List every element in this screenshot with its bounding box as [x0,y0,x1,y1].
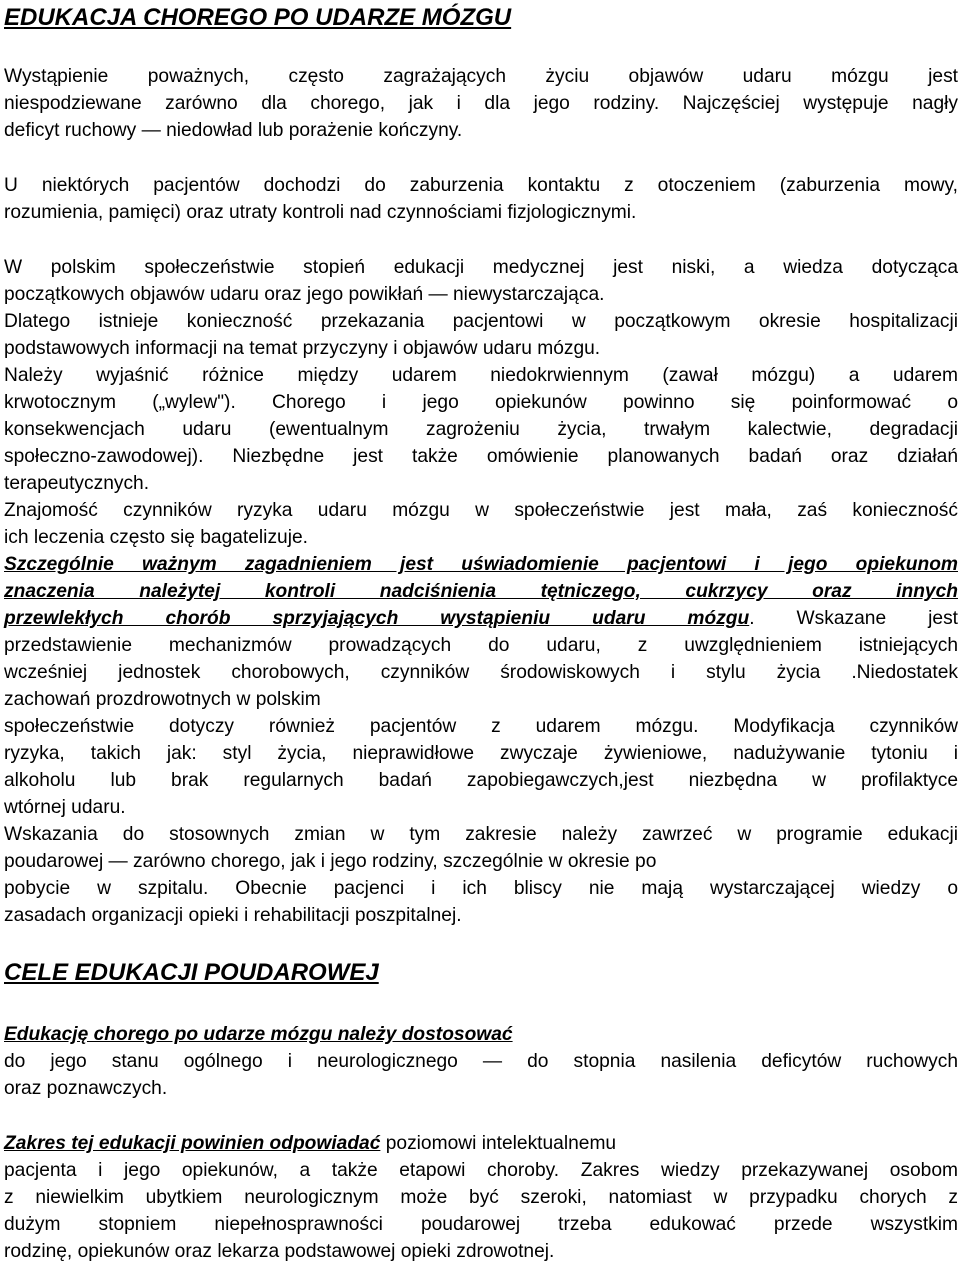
emphasis-tail: . Wskazane jest [749,608,958,629]
emphasis-tail: poziomowi intelektualnemu [380,1133,617,1154]
text-line: z niewielkim ubytkiem neurologicznym może być szeroki, natomiast w przypadku chorych z [4,1187,958,1208]
text-line: wtórnej udaru. [4,797,126,818]
text-line: terapeutycznych. [4,473,150,494]
text-line: wcześniej jednostek chorobowych, czynników środowiskowych i stylu życia .Niedostatek [4,662,958,683]
text-line: pobycie w szpitalu. Obecnie pacjenci i ich bliscy nie mają wystarczającej wiedzy o [4,878,958,899]
text-line [4,1130,958,1157]
text-line: konsekwencjach udaru (ewentualnym zagrożeniu życia, trwałym kalectwie, degradacji [4,419,958,440]
emphasis-text: Zakres tej edukacji powinien odpowiadać [4,1133,381,1154]
text-line: zachowań prozdrowotnych w polskim [4,689,321,710]
paragraph-6 [4,1130,958,1265]
text-line: społeczeństwie dotyczy również pacjentów z udarem mózgu. Modyfikacja czynników [4,716,958,737]
text-line [4,1021,958,1048]
paragraph-3 [4,254,958,551]
text-line: krwotocznym („wylew"). Chorego i jego opiekunów powinno się poinformować o [4,392,958,413]
text-line: alkoholu lub brak regularnych badań zapobiegawczych,jest niezbędna w profilaktyce [4,770,958,791]
text-line: podstawowych informacji na temat przyczyny i objawów udaru mózgu. [4,338,601,359]
text-line: niespodziewane zarówno dla chorego, jak i dla jego rodziny. Najczęściej występuje nagły [4,93,958,114]
text-line: społeczno-zawodowej). Niezbędne jest także omówienie planowanych badań oraz działań [4,446,958,467]
text-line: poudarowej — zarówno chorego, jak i jego rodziny, szczególnie w okresie po [4,851,657,872]
emphasis-text: przewlekłych chorób sprzyjających wystąpieniu udaru mózgu [4,608,750,629]
paragraph-2 [4,172,958,226]
text-line: zasadach organizacji opieki i rehabilitacji poszpitalnej. [4,905,462,926]
paragraph-5 [4,1021,958,1102]
text-line: ich leczenia często się bagatelizuje. [4,527,308,548]
text-line: pacjenta i jego opiekunów, a także etapowi choroby. Zakres wiedzy przekazywanej osobom [4,1160,958,1181]
section-title: CELE EDUKACJI POUDAROWEJ [4,959,379,986]
text-line: Znajomość czynników ryzyka udaru mózgu w społeczeństwie jest mała, zaś konieczność [4,500,958,521]
text-line: oraz poznawczych. [4,1078,168,1099]
text-line: Wystąpienie poważnych, często zagrażających życiu objawów udaru mózgu jest [4,66,958,87]
text-line: Należy wyjaśnić różnice między udarem niedokrwiennym (zawał mózgu) a udarem [4,365,958,386]
paragraph-1 [4,63,958,144]
text-line: Dlatego istnieje konieczność przekazania pacjentowi w początkowym okresie hospitalizacji [4,311,958,332]
text-line [4,605,958,632]
emphasis-line: znaczenia należytej kontroli nadciśnienia tętniczego, cukrzycy oraz innych [4,581,958,602]
text-line: deficyt ruchowy — niedowład lub porażenie kończyny. [4,120,463,141]
text-line: dużym stopniem niepełnosprawności poudarowej trzeba edukować przede wszystkim [4,1214,958,1235]
emphasis-text: Edukację chorego po udarze mózgu należy dostosować [4,1024,513,1045]
text-line: początkowych objawów udaru oraz jego powikłań — niewystarczająca. [4,284,605,305]
text-line: Wskazania do stosownych zmian w tym zakresie należy zawrzeć w programie edukacji [4,824,958,845]
document-title: EDUKACJA CHOREGO PO UDARZE MÓZGU [4,4,512,31]
text-line: U niektórych pacjentów dochodzi do zaburzenia kontaktu z otoczeniem (zaburzenia mowy, [4,175,958,196]
text-line: ryzyka, takich jak: styl życia, nieprawidłowe zwyczaje żywieniowe, nadużywanie tytoniu i [4,743,958,764]
text-line: rodzinę, opiekunów oraz lekarza podstawowej opieki zdrowotnej. [4,1241,555,1262]
text-line: rozumienia, pamięci) oraz utraty kontroli nad czynnościami fizjologicznymi. [4,202,637,223]
text-line: W polskim społeczeństwie stopień edukacji medycznej jest niski, a wiedza dotycząca [4,257,958,278]
text-line: do jego stanu ogólnego i neurologicznego — do stopnia nasilenia deficytów ruchowych [4,1051,958,1072]
emphasis-line: Szczególnie ważnym zagadnieniem jest uświadomienie pacjentowi i jego opiekunom [4,554,958,575]
text-line: przedstawienie mechanizmów prowadzących do udaru, z uwzględnieniem istniejących [4,635,958,656]
paragraph-4 [4,551,958,929]
